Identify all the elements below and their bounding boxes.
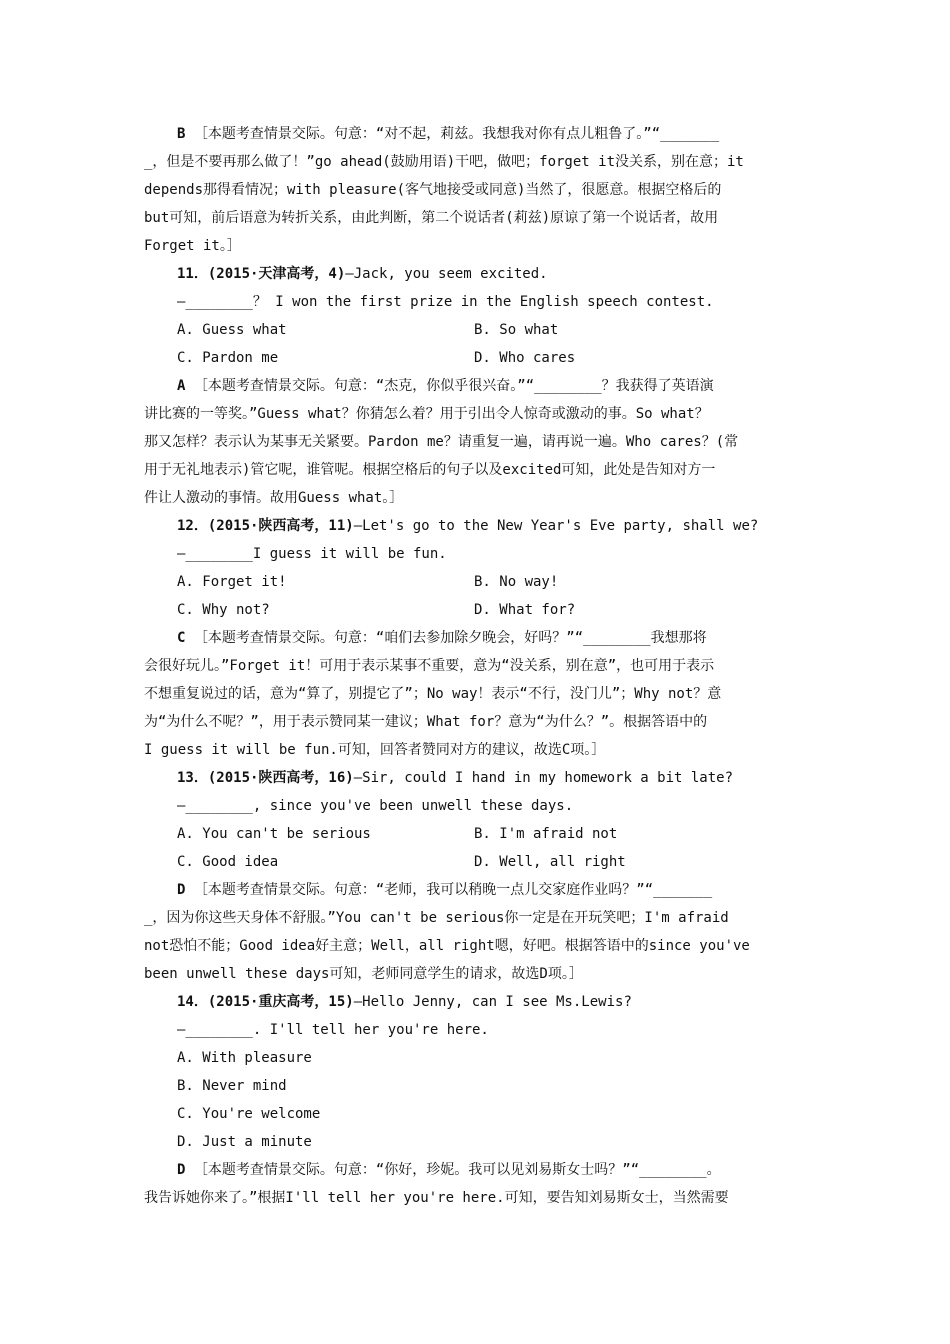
q13-stem: 13．(2015·陕西高考，16)—Sir, could I hand in my homework a bit late? bbox=[177, 770, 734, 786]
q12-explanation-line-5: I guess it will be fun.可知，回答者赞同对方的建议，故选C项。］ bbox=[144, 742, 606, 758]
q12-stem: 12．(2015·陕西高考，11)—Let's go to the New Year's Eve party, shall we? bbox=[177, 518, 759, 534]
q13-explanation-line-3: not恐怕不能；Good idea好主意；Well，all right嗯，好吧。根据答语中的since you've bbox=[144, 938, 750, 954]
q14-explanation-line-1: D ［本题考查情景交际。句意：“你好，珍妮。我可以见刘易斯女士吗？”“________。 bbox=[177, 1162, 721, 1178]
q13-option-d: D. Well, all right bbox=[474, 854, 626, 870]
q13-option-b: B. I'm afraid not bbox=[474, 826, 618, 842]
q13-reply: —________, since you've been unwell these days. bbox=[177, 798, 574, 814]
q12-explanation-line-3: 不想重复说过的话，意为“算了，别提它了”；No way！表示“不行，没门儿”；Why not？意 bbox=[144, 686, 722, 702]
q11-stem: 11．(2015·天津高考，4)—Jack, you seem excited. bbox=[177, 266, 548, 282]
q10-explanation-line-2: _，但是不要再那么做了！”go ahead(鼓励用语)干吧，做吧；forget it没关系，别在意；it bbox=[144, 154, 744, 170]
q11-options-row-1 bbox=[144, 316, 808, 344]
q13-source: (2015·陕西高考，16) bbox=[207, 770, 354, 786]
q11-reply: —________？ I won the first prize in the English speech contest. bbox=[177, 294, 714, 310]
q11-explanation-line-4: 用于无礼地表示)管它呢，谁管呢。根据空格后的句子以及excited可知，此处是告知对方一 bbox=[144, 462, 716, 478]
q10-explanation-line-3: depends那得看情况；with pleasure(客气地接受或同意)当然了，很愿意。根据空格后的 bbox=[144, 182, 722, 198]
q12-reply: —________I guess it will be fun. bbox=[177, 546, 447, 562]
q11-option-c: C. Pardon me bbox=[177, 350, 279, 366]
q12-explanation-line-2: 会很好玩儿。”Forget it！可用于表示某事不重要，意为“没关系，别在意”，也可用于表示 bbox=[144, 658, 715, 674]
q11-explanation-line-1: A ［本题考查情景交际。句意：“杰克，你似乎很兴奋。”“________？我获得了英语演 bbox=[177, 378, 714, 394]
q11-explanation-line-2: 讲比赛的一等奖。”Guess what？你猜怎么着？用于引出令人惊奇或激动的事。So what？ bbox=[144, 406, 709, 422]
q12-number: 12． bbox=[177, 518, 208, 534]
q14-option-c: C. You're welcome bbox=[177, 1106, 321, 1122]
q12-options-row-2 bbox=[144, 596, 808, 624]
q13-options-row-2 bbox=[144, 848, 808, 876]
q13-explanation-line-2: _，因为你这些天身体不舒服。”You can't be serious你一定是在开玩笑吧；I'm afraid bbox=[144, 910, 729, 926]
q10-explanation-line-4: but可知，前后语意为转折关系，由此判断，第二个说话者(莉兹)原谅了第一个说话者，故用 bbox=[144, 210, 719, 226]
q11-number: 11． bbox=[177, 266, 208, 282]
q12-option-a: A. Forget it! bbox=[177, 574, 287, 590]
q12-answer-letter: C bbox=[177, 630, 186, 646]
q13-option-a: A. You can't be serious bbox=[177, 826, 371, 842]
q11-explanation-line-3: 那又怎样？表示认为某事无关紧要。Pardon me？请重复一遍，请再说一遍。Who cares？(常 bbox=[144, 434, 739, 450]
document-page bbox=[144, 120, 808, 1212]
q13-options-row-1 bbox=[144, 820, 808, 848]
q14-source: (2015·重庆高考，15) bbox=[207, 994, 354, 1010]
q11-options-row-2 bbox=[144, 344, 808, 372]
q12-explanation-line-1: C ［本题考查情景交际。句意：“咱们去参加除夕晚会，好吗？”“________我想那将 bbox=[177, 630, 707, 646]
q13-explanation-line-4: been unwell these days可知，老师同意学生的请求，故选D项。］ bbox=[144, 966, 583, 982]
q12-option-b: B. No way! bbox=[474, 574, 559, 590]
q10-explanation-line-1: B ［本题考查情景交际。句意：“对不起，莉兹。我想我对你有点儿粗鲁了。”“_______ bbox=[177, 126, 720, 142]
q10-answer-letter: B bbox=[177, 126, 186, 142]
q13-explanation-line-1: D ［本题考查情景交际。句意：“老师，我可以稍晚一点儿交家庭作业吗？”“_______ bbox=[177, 882, 713, 898]
q12-option-d: D. What for? bbox=[474, 602, 576, 618]
q12-option-c: C. Why not? bbox=[177, 602, 270, 618]
q11-source: (2015·天津高考，4) bbox=[207, 266, 346, 282]
q14-explanation-line-2: 我告诉她你来了。”根据I'll tell her you're here.可知，要告知刘易斯女士，当然需要 bbox=[144, 1190, 729, 1206]
q14-reply: —________. I'll tell her you're here. bbox=[177, 1022, 489, 1038]
q14-stem: 14．(2015·重庆高考，15)—Hello Jenny, can I see Ms.Lewis? bbox=[177, 994, 632, 1010]
q11-option-d: D. Who cares bbox=[474, 350, 576, 366]
q11-answer-letter: A bbox=[177, 378, 186, 394]
q12-source: (2015·陕西高考，11) bbox=[207, 518, 354, 534]
q14-option-a: A. With pleasure bbox=[177, 1050, 312, 1066]
q14-option-d: D. Just a minute bbox=[177, 1134, 312, 1150]
q13-answer-letter: D bbox=[177, 882, 186, 898]
q14-number: 14． bbox=[177, 994, 208, 1010]
q14-option-b: B. Never mind bbox=[177, 1078, 287, 1094]
q11-explanation-line-5: 件让人激动的事情。故用Guess what。］ bbox=[144, 490, 404, 506]
q11-option-a: A. Guess what bbox=[177, 322, 287, 338]
q13-option-c: C. Good idea bbox=[177, 854, 279, 870]
q12-explanation-line-4: 为“为什么不呢？”，用于表示赞同某一建议；What for？意为“为什么？”。根据答语中的 bbox=[144, 714, 708, 730]
q14-answer-letter: D bbox=[177, 1162, 186, 1178]
q10-explanation-line-5: Forget it。］ bbox=[144, 238, 241, 254]
q13-number: 13． bbox=[177, 770, 208, 786]
q12-options-row-1 bbox=[144, 568, 808, 596]
q11-option-b: B. So what bbox=[474, 322, 559, 338]
